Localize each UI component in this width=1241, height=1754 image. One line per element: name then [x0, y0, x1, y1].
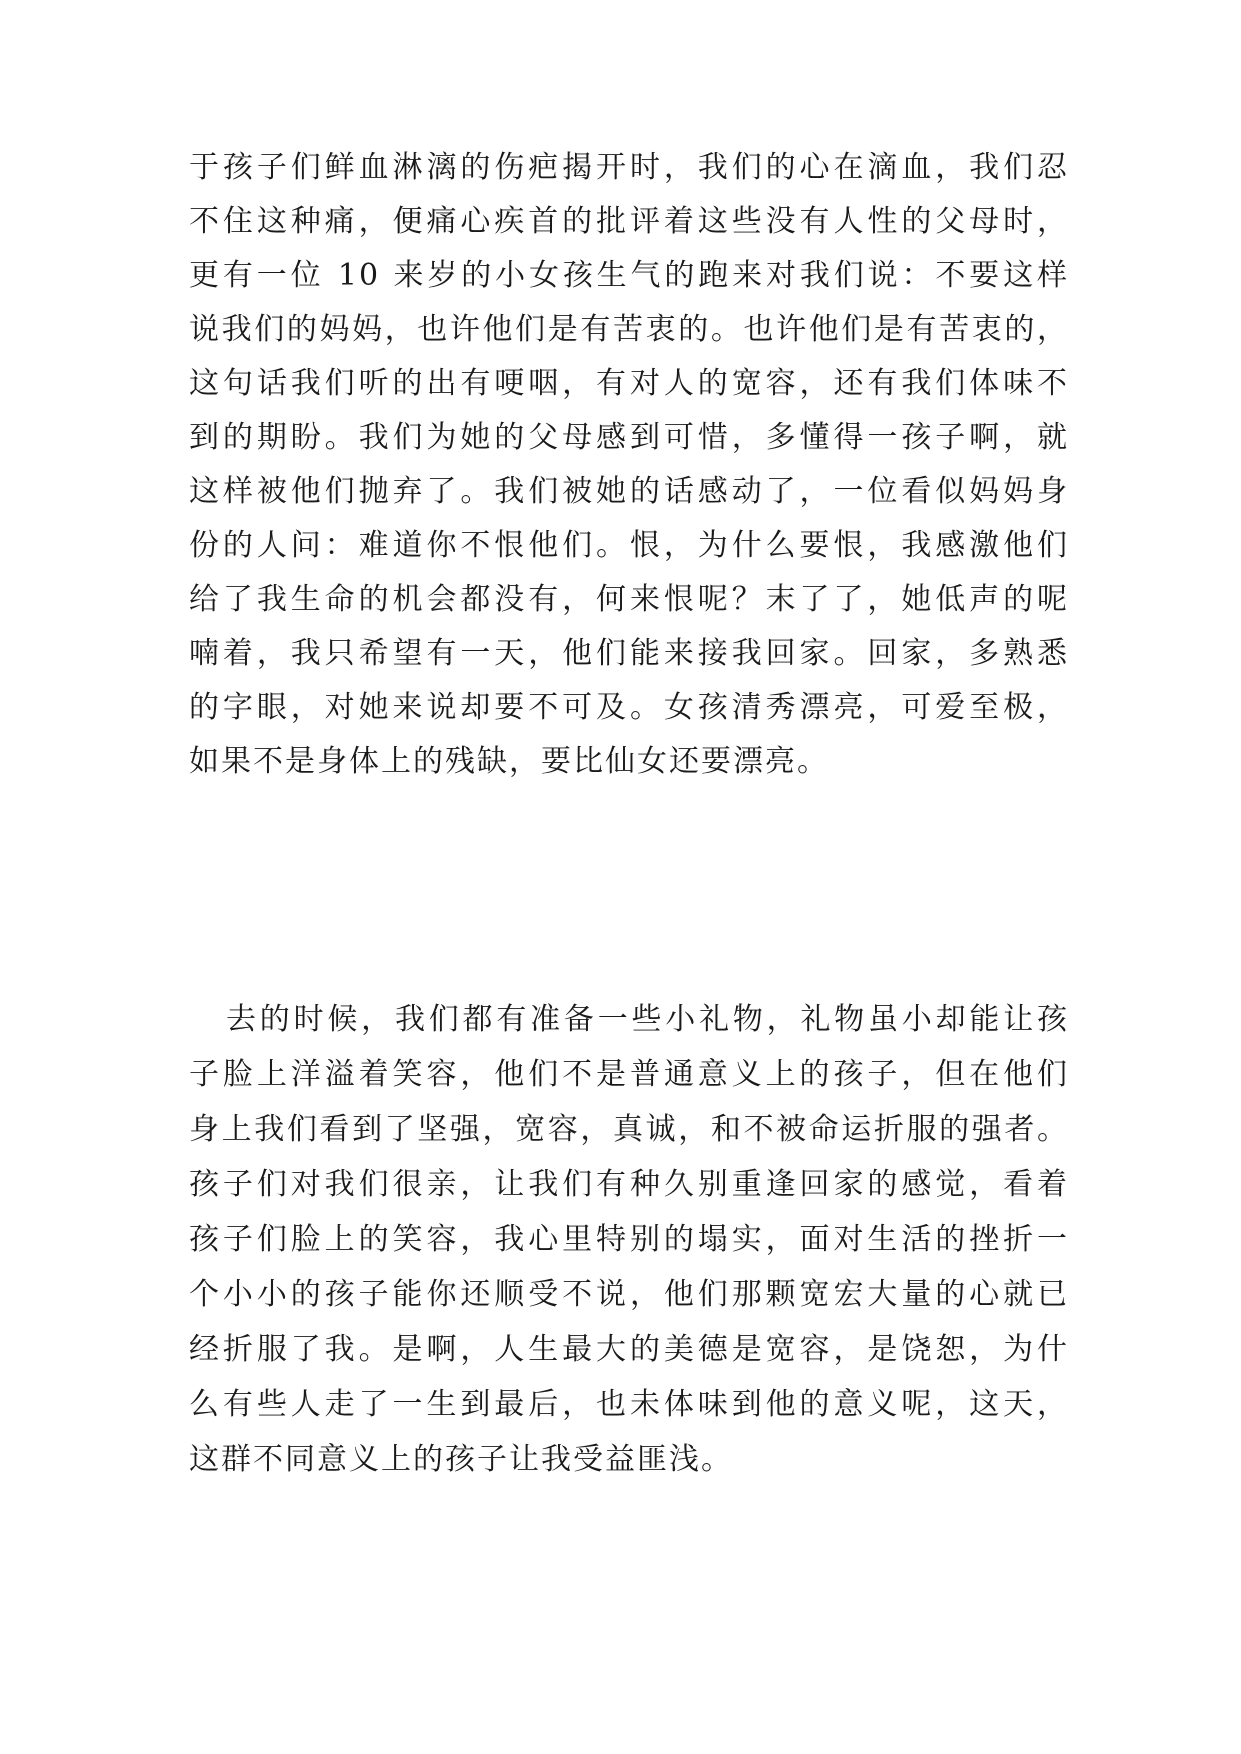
paragraph-line: 这句话我们听的出有哽咽，有对人的宽容，还有我们体味不 [189, 366, 1069, 401]
paragraph-line: 于孩子们鲜血淋漓的伤疤揭开时，我们的心在滴血，我们忍 [189, 150, 1069, 185]
paragraph-line: 的字眼，对她来说却要不可及。女孩清秀漂亮，可爱至极， [189, 690, 1069, 725]
paragraph-line: 个小小的孩子能你还顺受不说，他们那颗宽宏大量的心就已 [189, 1277, 1069, 1312]
paragraph-line: 么有些人走了一生到最后，也未体味到他的意义呢，这天， [189, 1387, 1069, 1422]
paragraph-line: 孩子们对我们很亲，让我们有种久别重逢回家的感觉，看着 [189, 1167, 1069, 1202]
paragraph-line: 这群不同意义上的孩子让我受益匪浅。 [189, 1442, 733, 1477]
paragraph-line: 更有一位 10 来岁的小女孩生气的跑来对我们说：不要这样 [189, 258, 1069, 293]
paragraph-line: 喃着，我只希望有一天，他们能来接我回家。回家，多熟悉 [189, 636, 1069, 671]
paragraph-line: 孩子们脸上的笑容，我心里特别的塌实，面对生活的挫折一 [189, 1222, 1069, 1257]
paragraph-line: 份的人问：难道你不恨他们。恨，为什么要恨，我感激他们 [189, 528, 1069, 563]
paragraph-line: 身上我们看到了坚强，宽容，真诚，和不被命运折服的强者。 [189, 1112, 1069, 1147]
paragraph-line: 这样被他们抛弃了。我们被她的话感动了，一位看似妈妈身 [189, 474, 1069, 509]
paragraph-line: 去的时候，我们都有准备一些小礼物，礼物虽小却能让孩 [226, 1002, 1069, 1037]
paragraph-line: 如果不是身体上的残缺，要比仙女还要漂亮。 [189, 744, 829, 779]
paragraph-line: 不住这种痛，便痛心疾首的批评着这些没有人性的父母时， [189, 204, 1069, 239]
paragraph-line: 子脸上洋溢着笑容，他们不是普通意义上的孩子，但在他们 [189, 1057, 1069, 1092]
paragraph-line: 经折服了我。是啊，人生最大的美德是宽容，是饶恕，为什 [189, 1332, 1069, 1367]
paragraph-line: 说我们的妈妈，也许他们是有苦衷的。也许他们是有苦衷的， [189, 312, 1069, 347]
paragraph-line: 到的期盼。我们为她的父母感到可惜，多懂得一孩子啊，就 [189, 420, 1069, 455]
paragraph-line: 给了我生命的机会都没有，何来恨呢？末了了，她低声的呢 [189, 582, 1069, 617]
